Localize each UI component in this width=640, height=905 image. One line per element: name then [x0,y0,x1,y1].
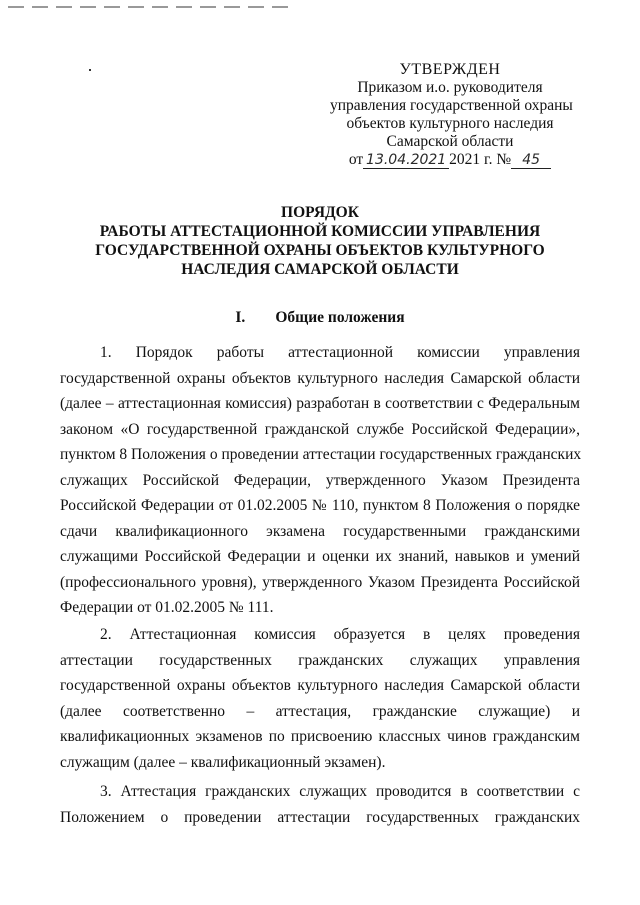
title-line: ГОСУДАРСТВЕННОЙ ОХРАНЫ ОБЪЕКТОВ КУЛЬТУРНОГО [95,242,545,259]
paragraph-line: государственной охраны объектов культурного наследия Самарской области [60,369,580,387]
paragraph-line: (профессионального уровня), утвержденного Указом Президента Российской [60,573,580,591]
approval-line: Самарской области [386,133,514,150]
paragraph-line: сдачи квалификационного экзамена государственными гражданскими [60,522,580,540]
approval-block [330,61,573,169]
paragraph-line: служащими Российской Федерации и оценки их знаний, навыков и умений [60,548,580,565]
approval-line: Приказом и.о. руководителя [357,79,543,96]
year-suffix: 2021 г. № [449,151,512,168]
paragraph-line: пунктом 8 Положения о проведении аттестации государственных гражданских [60,446,582,463]
paragraph-line: Положением о проведении аттестации государственных гражданских [60,808,580,826]
paragraph-2 [60,622,580,775]
date-prefix: от [348,151,364,168]
section-title: Общие положения [275,309,405,326]
approval-line: управления государственной охраны [330,97,573,114]
paragraph-line: (далее соответственно – аттестация, гражданские служащие) и [60,702,580,720]
title-line: РАБОТЫ АТТЕСТАЦИОННОЙ КОМИССИИ УПРАВЛЕНИЯ [99,223,541,240]
paragraph-line: служащим (далее – квалификационный экзамен). [60,753,386,771]
document-title [60,203,580,279]
paragraph-line: 3. Аттестация гражданских служащих проводится в соответствии с [100,783,580,800]
paragraph-3 [60,779,580,830]
paragraph-1 [60,340,580,621]
title-line: ПОРЯДОК [281,204,359,221]
paragraph-line: (далее – аттестационная комиссия) разработан в соответствии с Федеральным [60,395,580,412]
paragraph-line: 2. Аттестационная комиссия образуется в целях проведения [100,626,580,643]
section-heading [60,309,580,327]
paragraph-line: аттестации государственных гражданских служащих управления [60,651,580,669]
paragraph-line: служащих Российской Федерации, утвержденного Указом Президента [60,471,580,489]
paragraph-line: законом «О государственной гражданской службе Российской Федерации», [60,420,580,438]
paragraph-line: государственной охраны объектов культурного наследия Самарской области [60,677,580,694]
paragraph-line: Российской Федерации от 01.02.2005 № 110, пунктом 8 Положения о порядке [60,497,580,514]
paragraph-line: 1. Порядок работы аттестационной комиссии управления [100,344,580,361]
handwritten-number: 45 [511,152,551,169]
approval-heading: УТВЕРЖДЕН [399,61,501,78]
approval-date-line [330,151,570,169]
paragraph-line: Федерации от 01.02.2005 № 111. [60,599,274,616]
title-line: НАСЛЕДИЯ САМАРСКОЙ ОБЛАСТИ [181,261,459,278]
handwritten-date: 13.04.2021 [363,152,449,169]
scan-speck [89,69,91,71]
approval-line: объектов культурного наследия [346,115,554,132]
scan-header-dashes [8,6,288,8]
section-number: I. [235,309,246,326]
paragraph-line: квалификационных экзаменов по присвоению классных чинов гражданским [60,728,580,745]
